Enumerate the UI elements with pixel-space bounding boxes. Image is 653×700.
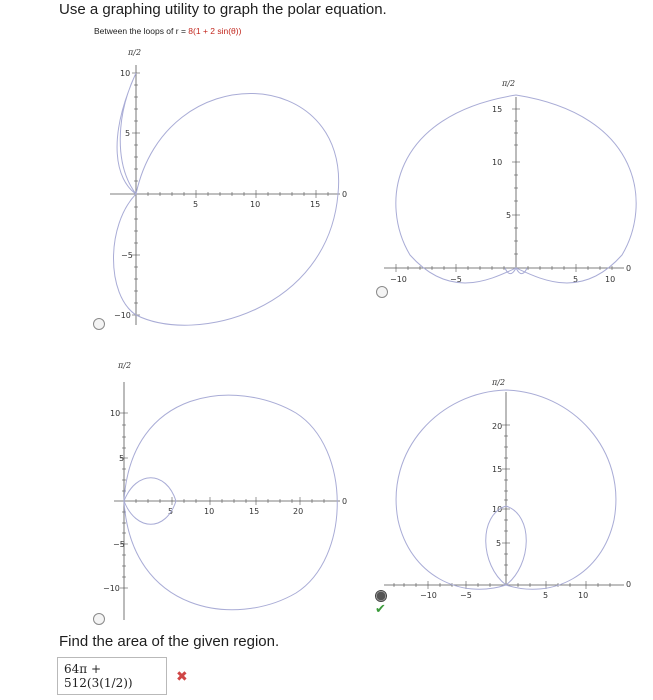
polar-plot-3 — [96, 358, 356, 623]
x-tick-label: 5 — [543, 591, 549, 600]
option-3-radio[interactable] — [93, 613, 105, 625]
y-tick-label: 5 — [125, 129, 131, 138]
y-tick-label: −10 — [103, 584, 120, 593]
x-tick-label: 10 — [250, 200, 261, 209]
y-tick-label: 5 — [496, 539, 502, 548]
x-tick-label: 10 — [578, 591, 589, 600]
polar-plot-2 — [380, 75, 640, 290]
x-tick-label: −10 — [390, 275, 407, 284]
area-answer-input[interactable] — [57, 657, 167, 695]
y-tick-label: −5 — [121, 251, 133, 260]
y-tick-label: 10 — [110, 409, 121, 418]
polar-curve — [124, 395, 337, 610]
y-tick-label: 15 — [492, 105, 503, 114]
y-tick-label: 20 — [492, 422, 503, 431]
pi2-label: π/2 — [502, 79, 516, 88]
polar-plot-1 — [96, 45, 356, 335]
graph-option-3 — [96, 358, 356, 623]
equation-caption — [94, 26, 241, 36]
y-tick-label: 10 — [492, 158, 503, 167]
polar-curve — [114, 73, 339, 325]
y-tick-label: 10 — [120, 69, 131, 78]
question-text: Use a graphing utility to graph the polar equation. — [59, 1, 387, 18]
caption-prefix: Between the loops of — [94, 26, 176, 36]
area-prompt: Find the area of the given region. — [59, 633, 280, 650]
checkmark-icon: ✔ — [375, 601, 386, 616]
cross-icon: ✖ — [176, 668, 188, 684]
pi2-label: π/2 — [118, 361, 132, 370]
pi2-label: π/2 — [128, 48, 142, 57]
polar-plot-4 — [380, 370, 640, 600]
graph-option-4 — [380, 370, 640, 600]
x-tick-label: 10 — [605, 275, 616, 284]
x-tick-label: 5 — [193, 200, 199, 209]
zero-label: 0 — [626, 264, 632, 273]
zero-label: 0 — [626, 580, 632, 589]
x-tick-label: −10 — [420, 591, 437, 600]
zero-label: 0 — [342, 190, 348, 199]
x-tick-label: −5 — [450, 275, 462, 284]
x-tick-label: 10 — [204, 507, 215, 516]
x-tick-label: 5 — [168, 507, 174, 516]
y-tick-label: −10 — [114, 311, 131, 320]
x-tick-label: 5 — [573, 275, 579, 284]
y-tick-label: 5 — [119, 454, 125, 463]
pi2-label: π/2 — [492, 378, 506, 387]
caption-equation: 8(1 + 2 sin(θ)) — [188, 26, 242, 36]
x-tick-label: 20 — [293, 507, 304, 516]
y-tick-label: 15 — [492, 465, 503, 474]
x-tick-label: 15 — [310, 200, 321, 209]
area-answer-value: 64π + 512(3(1/2)) — [64, 662, 133, 690]
option-2-radio[interactable] — [376, 286, 388, 298]
x-tick-label: 15 — [249, 507, 260, 516]
y-tick-label: 10 — [492, 505, 503, 514]
polar-curve-inner — [505, 268, 527, 274]
y-tick-label: 5 — [506, 211, 512, 220]
graph-option-1 — [96, 45, 356, 335]
zero-label: 0 — [342, 497, 348, 506]
caption-variable: r = — [175, 26, 189, 36]
graph-option-2 — [380, 75, 640, 290]
y-tick-label: −5 — [113, 540, 125, 549]
option-1-radio[interactable] — [93, 318, 105, 330]
x-tick-label: −5 — [460, 591, 472, 600]
